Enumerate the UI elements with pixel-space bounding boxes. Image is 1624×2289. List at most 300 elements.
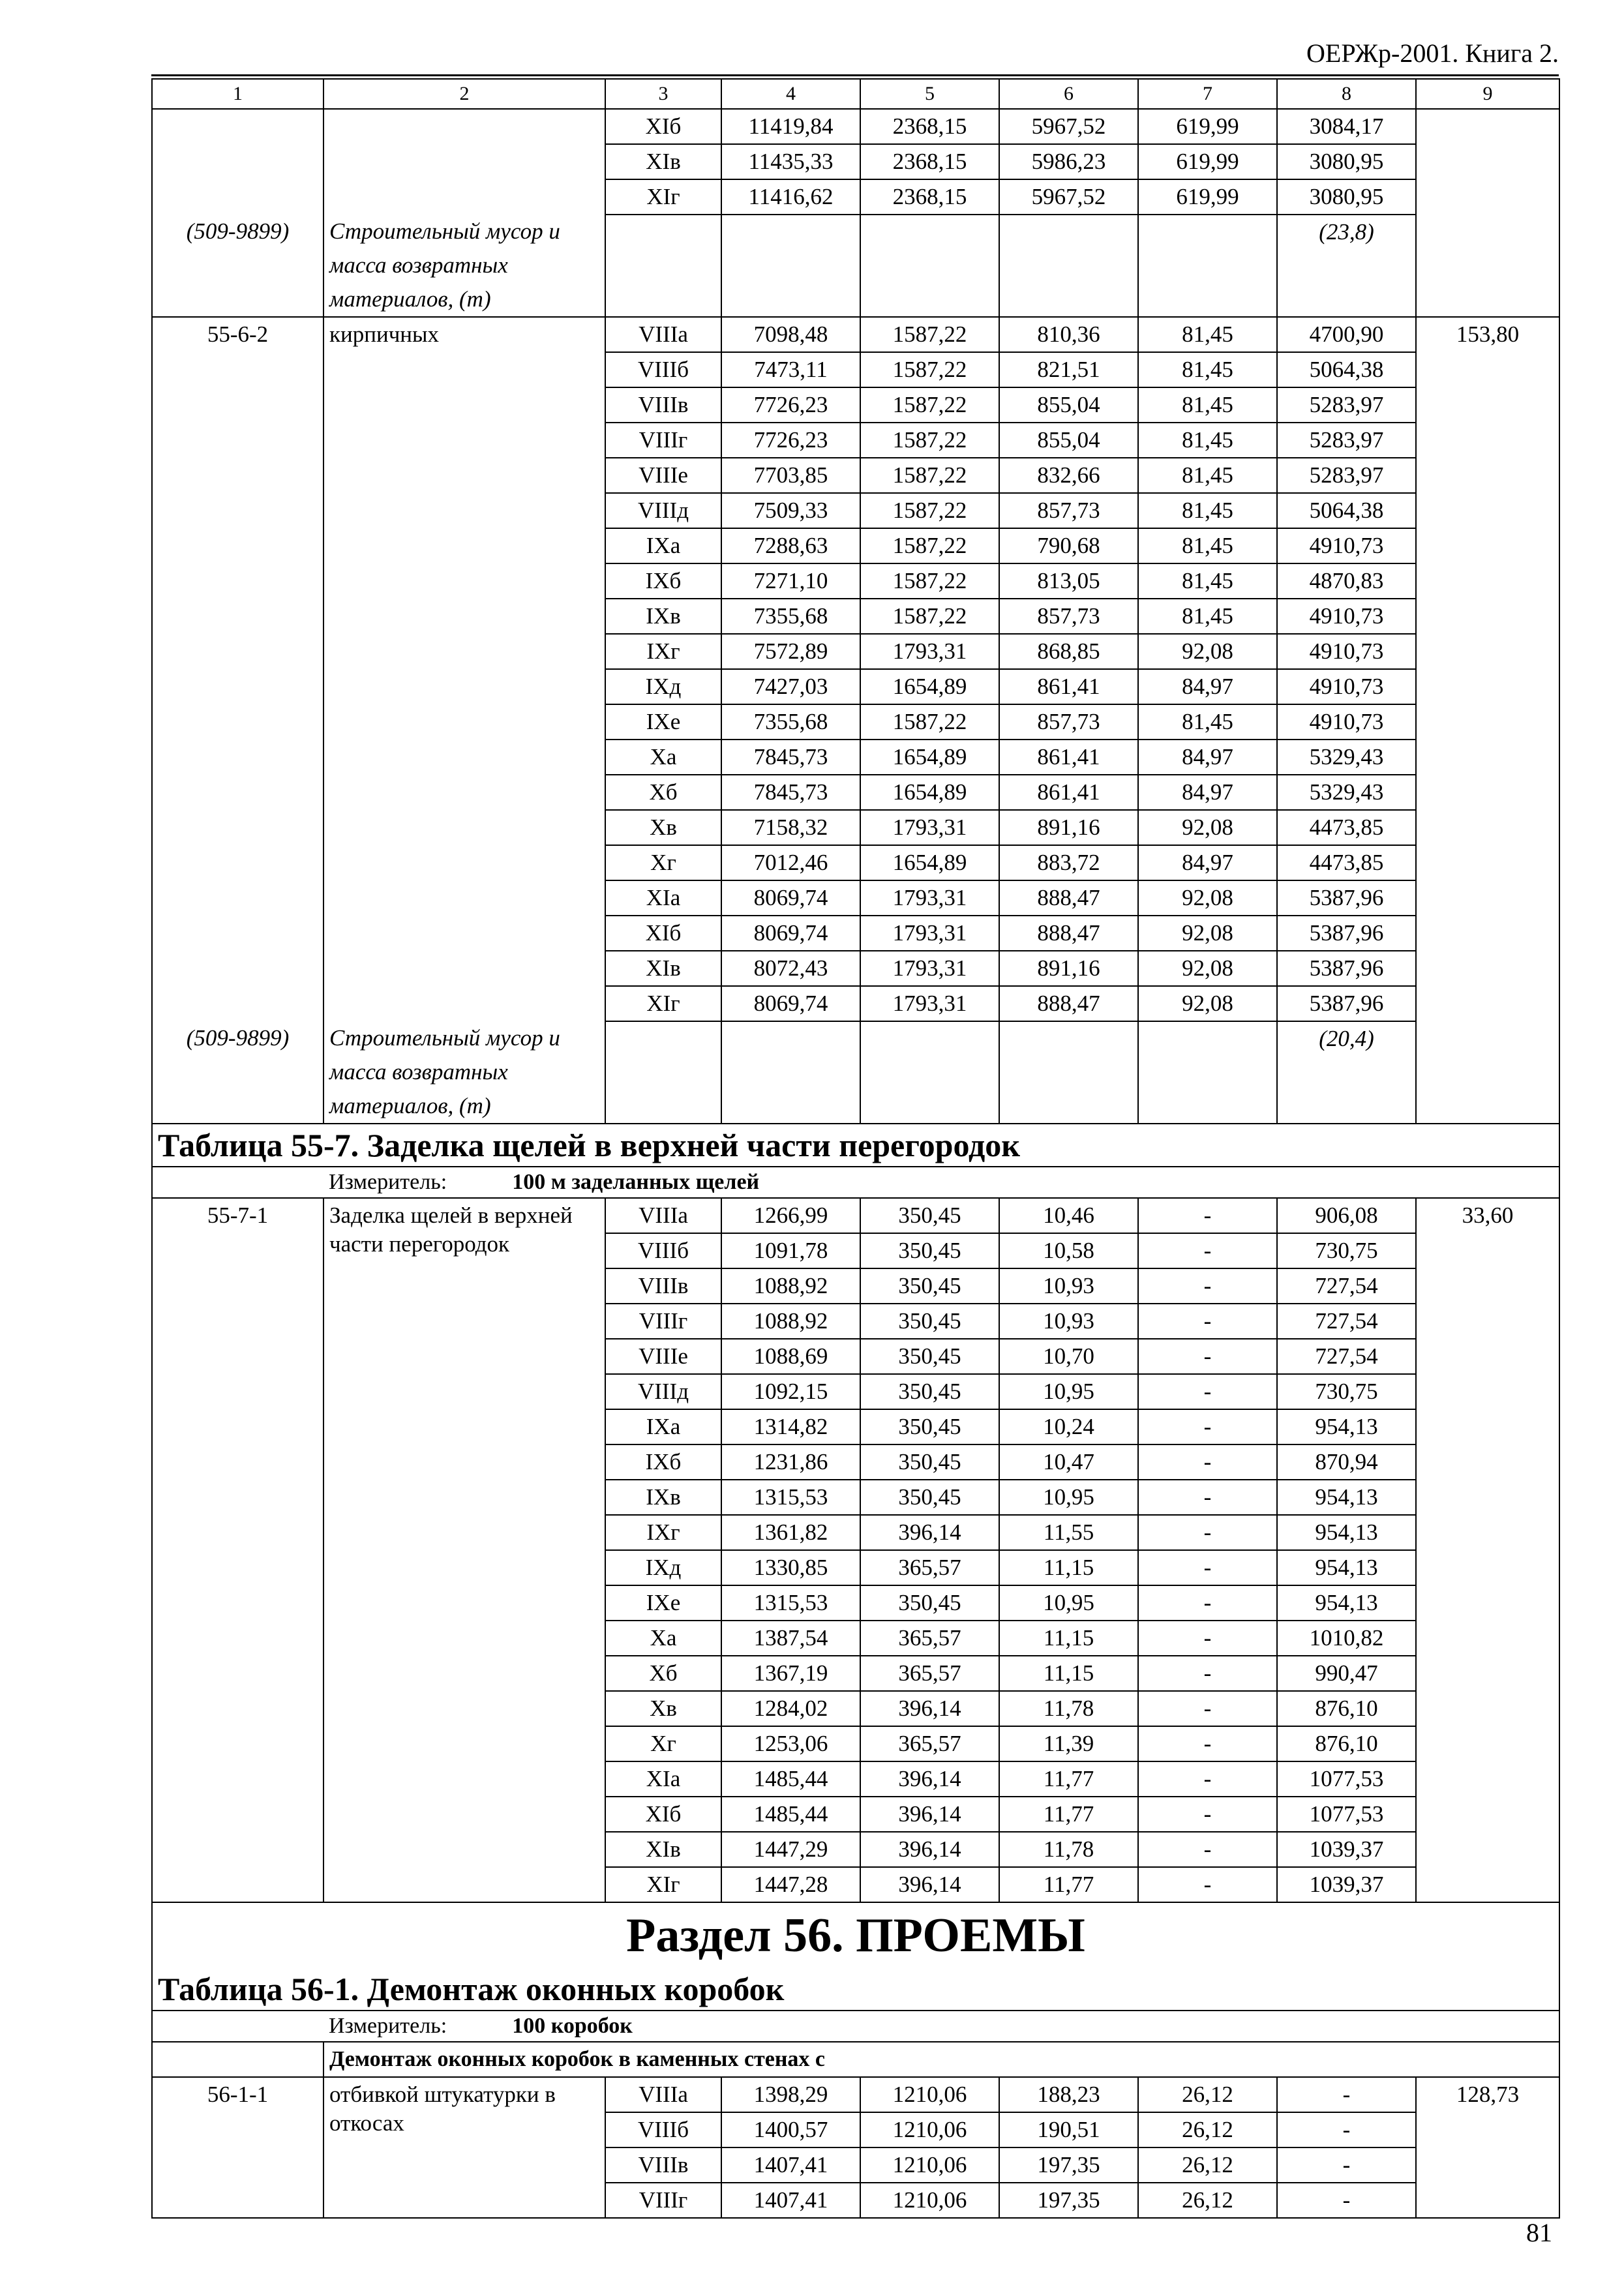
value-cell: 1039,37 xyxy=(1277,1867,1416,1902)
value-cell: Xв xyxy=(605,1691,721,1726)
name-cell: отбивкой штукатурки в откосах xyxy=(323,2077,605,2218)
value-cell: VIIIа xyxy=(605,1198,721,1233)
value-cell: IXг xyxy=(605,1515,721,1550)
value-cell: 1587,22 xyxy=(860,704,999,740)
value-cell: 11435,33 xyxy=(721,144,860,179)
col9-cell: 33,60 xyxy=(1416,1198,1559,1902)
value-cell: 11416,62 xyxy=(721,179,860,215)
value-cell: VIIIг xyxy=(605,2183,721,2218)
value-cell: 727,54 xyxy=(1277,1304,1416,1339)
value-cell: 84,97 xyxy=(1138,845,1277,880)
value-cell: 1587,22 xyxy=(860,493,999,528)
value-cell: 26,12 xyxy=(1138,2077,1277,2112)
value-cell: 1398,29 xyxy=(721,2077,860,2112)
value-cell: 810,36 xyxy=(999,317,1138,352)
value-cell: 81,45 xyxy=(1138,704,1277,740)
value-cell: 7703,85 xyxy=(721,458,860,493)
name-cell: Заделка щелей в верхней части перегородок xyxy=(323,1198,605,1902)
value-cell: 7098,48 xyxy=(721,317,860,352)
value-cell: 4870,83 xyxy=(1277,563,1416,599)
value-cell: 1587,22 xyxy=(860,352,999,387)
value-cell: - xyxy=(1277,2112,1416,2147)
value-cell: 81,45 xyxy=(1138,563,1277,599)
value-cell: 5064,38 xyxy=(1277,493,1416,528)
value-cell: 7288,63 xyxy=(721,528,860,563)
name-cell: кирпичных xyxy=(323,317,605,1021)
value-cell: 350,45 xyxy=(860,1374,999,1409)
value-cell: 197,35 xyxy=(999,2147,1138,2183)
value-cell: 7726,23 xyxy=(721,387,860,423)
value-cell: 365,57 xyxy=(860,1550,999,1585)
value-cell: 1039,37 xyxy=(1277,1832,1416,1867)
value-cell: 1587,22 xyxy=(860,563,999,599)
value-cell: 11,77 xyxy=(999,1797,1138,1832)
col9-cell xyxy=(1416,109,1559,317)
value-cell: IXд xyxy=(605,1550,721,1585)
debris-code: (509-9899) xyxy=(152,215,323,317)
value-cell: 1407,41 xyxy=(721,2183,860,2218)
value-cell: 1091,78 xyxy=(721,1233,860,1268)
value-cell: 883,72 xyxy=(999,845,1138,880)
col9-cell: 128,73 xyxy=(1416,2077,1559,2218)
value-cell: 10,93 xyxy=(999,1268,1138,1304)
debris-row xyxy=(152,215,1559,317)
value-cell: 11,39 xyxy=(999,1726,1138,1761)
value-cell: 11,78 xyxy=(999,1691,1138,1726)
debris-value: (20,4) xyxy=(1277,1021,1416,1124)
value-cell: - xyxy=(1277,2077,1416,2112)
value-cell: 5986,23 xyxy=(999,144,1138,179)
value-cell: 3080,95 xyxy=(1277,144,1416,179)
value-cell: 861,41 xyxy=(999,775,1138,810)
value-cell: 954,13 xyxy=(1277,1480,1416,1515)
value-cell: - xyxy=(1138,1550,1277,1585)
debris-row xyxy=(152,1021,1559,1124)
value-cell: 81,45 xyxy=(1138,387,1277,423)
value-cell: 92,08 xyxy=(1138,810,1277,845)
value-cell: 906,08 xyxy=(1277,1198,1416,1233)
value-cell: VIIIг xyxy=(605,423,721,458)
value-cell: - xyxy=(1138,1832,1277,1867)
table-caption-row xyxy=(152,1124,1559,1167)
value-cell: 81,45 xyxy=(1138,493,1277,528)
value-cell: 5967,52 xyxy=(999,179,1138,215)
value-cell: 1088,69 xyxy=(721,1339,860,1374)
value-cell: 5283,97 xyxy=(1277,423,1416,458)
value-cell: Xа xyxy=(605,1621,721,1656)
empty-cell xyxy=(999,215,1138,317)
value-cell: 4473,85 xyxy=(1277,845,1416,880)
value-cell: 1485,44 xyxy=(721,1761,860,1797)
value-cell: 2368,15 xyxy=(860,144,999,179)
value-cell: 619,99 xyxy=(1138,179,1277,215)
value-cell: - xyxy=(1138,1198,1277,1233)
value-cell: 954,13 xyxy=(1277,1550,1416,1585)
value-cell: - xyxy=(1138,1867,1277,1902)
value-cell: 396,14 xyxy=(860,1691,999,1726)
value-cell: - xyxy=(1138,1621,1277,1656)
measure-value: 100 коробок xyxy=(512,2014,633,2038)
value-cell: - xyxy=(1138,1374,1277,1409)
value-cell: 1361,82 xyxy=(721,1515,860,1550)
value-cell: VIIIе xyxy=(605,458,721,493)
value-cell: 954,13 xyxy=(1277,1585,1416,1621)
value-cell: 11,15 xyxy=(999,1656,1138,1691)
value-cell: - xyxy=(1138,1726,1277,1761)
value-cell: 730,75 xyxy=(1277,1374,1416,1409)
value-cell: 1210,06 xyxy=(860,2077,999,2112)
value-cell: IXе xyxy=(605,704,721,740)
empty-cell xyxy=(152,2042,323,2077)
value-cell: - xyxy=(1138,1656,1277,1691)
value-cell: 81,45 xyxy=(1138,528,1277,563)
price-table xyxy=(151,78,1560,2219)
value-cell: 81,45 xyxy=(1138,458,1277,493)
value-cell: 5387,96 xyxy=(1277,880,1416,916)
value-cell: 7509,33 xyxy=(721,493,860,528)
value-cell: 1210,06 xyxy=(860,2183,999,2218)
value-cell: 1587,22 xyxy=(860,528,999,563)
value-cell: VIIIв xyxy=(605,2147,721,2183)
value-cell: 190,51 xyxy=(999,2112,1138,2147)
value-cell: 4700,90 xyxy=(1277,317,1416,352)
value-cell: 4910,73 xyxy=(1277,634,1416,669)
value-cell: 26,12 xyxy=(1138,2183,1277,2218)
value-cell: 1330,85 xyxy=(721,1550,860,1585)
table-title: Таблица 55-7. Заделка щелей в верхней части перегородок xyxy=(152,1124,1559,1167)
value-cell: 4473,85 xyxy=(1277,810,1416,845)
empty-cell xyxy=(860,215,999,317)
value-cell: 1654,89 xyxy=(860,740,999,775)
code-cell: 55-7-1 xyxy=(152,1198,323,1902)
group-title: Демонтаж оконных коробок в каменных стенах с xyxy=(323,2042,1559,2077)
page-number: 81 xyxy=(1526,2218,1552,2247)
value-cell: 8069,74 xyxy=(721,986,860,1021)
value-cell: 821,51 xyxy=(999,352,1138,387)
value-cell: 396,14 xyxy=(860,1515,999,1550)
value-cell: 1315,53 xyxy=(721,1585,860,1621)
debris-name: Строительный мусор и масса возвратных материалов, (т) xyxy=(323,1021,605,1124)
value-cell: 5283,97 xyxy=(1277,387,1416,423)
value-cell: 350,45 xyxy=(860,1480,999,1515)
section-title: Раздел 56. ПРОЕМЫ xyxy=(152,1902,1559,1968)
value-cell: 396,14 xyxy=(860,1797,999,1832)
value-cell: IXб xyxy=(605,563,721,599)
value-cell: 197,35 xyxy=(999,2183,1138,2218)
value-cell: - xyxy=(1277,2147,1416,2183)
table-row xyxy=(152,2077,1559,2112)
value-cell: 1654,89 xyxy=(860,845,999,880)
value-cell: 1284,02 xyxy=(721,1691,860,1726)
value-cell: 5329,43 xyxy=(1277,775,1416,810)
value-cell: 4910,73 xyxy=(1277,599,1416,634)
value-cell: - xyxy=(1138,1585,1277,1621)
table-row xyxy=(152,1198,1559,1233)
value-cell: IXа xyxy=(605,528,721,563)
value-cell: - xyxy=(1138,1444,1277,1480)
value-cell: 8069,74 xyxy=(721,916,860,951)
value-cell: XIг xyxy=(605,986,721,1021)
value-cell: 1210,06 xyxy=(860,2112,999,2147)
value-cell: 876,10 xyxy=(1277,1726,1416,1761)
value-cell: 1407,41 xyxy=(721,2147,860,2183)
value-cell: XIг xyxy=(605,179,721,215)
value-cell: 1387,54 xyxy=(721,1621,860,1656)
value-cell: - xyxy=(1138,1797,1277,1832)
section-title-row xyxy=(152,1902,1559,1968)
value-cell: 350,45 xyxy=(860,1409,999,1444)
value-cell: 990,47 xyxy=(1277,1656,1416,1691)
value-cell: 855,04 xyxy=(999,423,1138,458)
value-cell: XIв xyxy=(605,951,721,986)
value-cell: IXд xyxy=(605,669,721,704)
value-cell: 10,95 xyxy=(999,1480,1138,1515)
value-cell: 1587,22 xyxy=(860,317,999,352)
value-cell: 868,85 xyxy=(999,634,1138,669)
group-title-row xyxy=(152,2042,1559,2077)
measure-row xyxy=(152,1167,1559,1198)
value-cell: 727,54 xyxy=(1277,1339,1416,1374)
value-cell: 7845,73 xyxy=(721,740,860,775)
value-cell: IXв xyxy=(605,599,721,634)
value-cell: 4910,73 xyxy=(1277,669,1416,704)
value-cell: VIIIв xyxy=(605,387,721,423)
empty-cell xyxy=(605,1021,721,1124)
value-cell: 7355,68 xyxy=(721,599,860,634)
value-cell: 350,45 xyxy=(860,1444,999,1480)
measure-value: 100 м заделанных щелей xyxy=(512,1170,760,1194)
value-cell: 857,73 xyxy=(999,493,1138,528)
value-cell: 10,58 xyxy=(999,1233,1138,1268)
column-number-row xyxy=(152,79,1559,109)
value-cell: 5064,38 xyxy=(1277,352,1416,387)
table-title: Таблица 56-1. Демонтаж оконных коробок xyxy=(152,1968,1559,2011)
value-cell: 92,08 xyxy=(1138,986,1277,1021)
value-cell: - xyxy=(1138,1339,1277,1374)
col9-cell: 153,80 xyxy=(1416,317,1559,1124)
value-cell: 7726,23 xyxy=(721,423,860,458)
value-cell: 891,16 xyxy=(999,810,1138,845)
value-cell: 1315,53 xyxy=(721,1480,860,1515)
value-cell: VIIIб xyxy=(605,2112,721,2147)
value-cell: 5329,43 xyxy=(1277,740,1416,775)
value-cell: 790,68 xyxy=(999,528,1138,563)
value-cell: 888,47 xyxy=(999,916,1138,951)
value-cell: Xв xyxy=(605,810,721,845)
value-cell: 81,45 xyxy=(1138,352,1277,387)
value-cell: 888,47 xyxy=(999,986,1138,1021)
value-cell: 1654,89 xyxy=(860,669,999,704)
value-cell: Xб xyxy=(605,775,721,810)
value-cell: 7158,32 xyxy=(721,810,860,845)
value-cell: 1654,89 xyxy=(860,775,999,810)
value-cell: XIа xyxy=(605,880,721,916)
value-cell: 365,57 xyxy=(860,1656,999,1691)
value-cell: 1587,22 xyxy=(860,599,999,634)
value-cell: 1400,57 xyxy=(721,2112,860,2147)
value-cell: 350,45 xyxy=(860,1585,999,1621)
value-cell: XIб xyxy=(605,109,721,144)
value-cell: 11,78 xyxy=(999,1832,1138,1867)
code-cell xyxy=(152,109,323,215)
value-cell: 396,14 xyxy=(860,1867,999,1902)
value-cell: 857,73 xyxy=(999,704,1138,740)
value-cell: 84,97 xyxy=(1138,775,1277,810)
value-cell: 11,15 xyxy=(999,1621,1138,1656)
value-cell: - xyxy=(1138,1480,1277,1515)
value-cell: 1447,29 xyxy=(721,1832,860,1867)
value-cell: 350,45 xyxy=(860,1233,999,1268)
column-number: 9 xyxy=(1416,79,1559,109)
value-cell: 1793,31 xyxy=(860,951,999,986)
value-cell: VIIIд xyxy=(605,1374,721,1409)
value-cell: 1587,22 xyxy=(860,387,999,423)
value-cell: 10,70 xyxy=(999,1339,1138,1374)
value-cell: 2368,15 xyxy=(860,179,999,215)
value-cell: 861,41 xyxy=(999,740,1138,775)
value-cell: - xyxy=(1138,1515,1277,1550)
value-cell: 5283,97 xyxy=(1277,458,1416,493)
value-cell: 84,97 xyxy=(1138,740,1277,775)
value-cell: 3084,17 xyxy=(1277,109,1416,144)
value-cell: XIв xyxy=(605,1832,721,1867)
value-cell: 1266,99 xyxy=(721,1198,860,1233)
value-cell: 1793,31 xyxy=(860,986,999,1021)
value-cell: 10,46 xyxy=(999,1198,1138,1233)
column-number: 6 xyxy=(999,79,1138,109)
empty-cell xyxy=(605,215,721,317)
value-cell: 1253,06 xyxy=(721,1726,860,1761)
value-cell: 1447,28 xyxy=(721,1867,860,1902)
value-cell: 1587,22 xyxy=(860,423,999,458)
measure-cell xyxy=(152,2011,1559,2042)
value-cell: XIв xyxy=(605,144,721,179)
code-cell: 55-6-2 xyxy=(152,317,323,1021)
value-cell: - xyxy=(1138,1304,1277,1339)
value-cell: 1314,82 xyxy=(721,1409,860,1444)
value-cell: VIIIе xyxy=(605,1339,721,1374)
column-number: 7 xyxy=(1138,79,1277,109)
value-cell: 365,57 xyxy=(860,1726,999,1761)
value-cell: 1231,86 xyxy=(721,1444,860,1480)
value-cell: 11,77 xyxy=(999,1867,1138,1902)
empty-cell xyxy=(1138,215,1277,317)
value-cell: VIIIб xyxy=(605,1233,721,1268)
value-cell: Xг xyxy=(605,845,721,880)
value-cell: XIб xyxy=(605,1797,721,1832)
value-cell: 870,94 xyxy=(1277,1444,1416,1480)
value-cell: 1793,31 xyxy=(860,916,999,951)
empty-cell xyxy=(1138,1021,1277,1124)
value-cell: 11419,84 xyxy=(721,109,860,144)
value-cell: 396,14 xyxy=(860,1761,999,1797)
value-cell: IXг xyxy=(605,634,721,669)
value-cell: VIIIа xyxy=(605,2077,721,2112)
value-cell: Xа xyxy=(605,740,721,775)
value-cell: VIIIд xyxy=(605,493,721,528)
value-cell: 81,45 xyxy=(1138,599,1277,634)
value-cell: 5387,96 xyxy=(1277,951,1416,986)
value-cell: 861,41 xyxy=(999,669,1138,704)
value-cell: VIIIв xyxy=(605,1268,721,1304)
value-cell: IXб xyxy=(605,1444,721,1480)
column-number: 2 xyxy=(323,79,605,109)
value-cell: 1367,19 xyxy=(721,1656,860,1691)
value-cell: 10,95 xyxy=(999,1585,1138,1621)
value-cell: 954,13 xyxy=(1277,1515,1416,1550)
value-cell: 1077,53 xyxy=(1277,1797,1416,1832)
value-cell: 26,12 xyxy=(1138,2112,1277,2147)
value-cell: - xyxy=(1138,1409,1277,1444)
value-cell: 730,75 xyxy=(1277,1233,1416,1268)
value-cell: 1793,31 xyxy=(860,634,999,669)
value-cell: 619,99 xyxy=(1138,109,1277,144)
value-cell: 26,12 xyxy=(1138,2147,1277,2183)
value-cell: 92,08 xyxy=(1138,916,1277,951)
value-cell: 10,24 xyxy=(999,1409,1138,1444)
value-cell: - xyxy=(1138,1233,1277,1268)
value-cell: IXв xyxy=(605,1480,721,1515)
value-cell: 350,45 xyxy=(860,1339,999,1374)
table-row xyxy=(152,109,1559,144)
value-cell: 7355,68 xyxy=(721,704,860,740)
value-cell: 92,08 xyxy=(1138,634,1277,669)
value-cell: - xyxy=(1277,2183,1416,2218)
value-cell: XIа xyxy=(605,1761,721,1797)
column-number: 5 xyxy=(860,79,999,109)
value-cell: 8069,74 xyxy=(721,880,860,916)
value-cell: 855,04 xyxy=(999,387,1138,423)
value-cell: 7473,11 xyxy=(721,352,860,387)
value-cell: 5387,96 xyxy=(1277,916,1416,951)
value-cell: 4910,73 xyxy=(1277,704,1416,740)
value-cell: 2368,15 xyxy=(860,109,999,144)
value-cell: 7271,10 xyxy=(721,563,860,599)
value-cell: VIIIа xyxy=(605,317,721,352)
measure-label: Измеритель: xyxy=(329,1170,447,1194)
value-cell: 1088,92 xyxy=(721,1304,860,1339)
value-cell: 1010,82 xyxy=(1277,1621,1416,1656)
value-cell: 92,08 xyxy=(1138,951,1277,986)
value-cell: 10,95 xyxy=(999,1374,1138,1409)
page-header: ОЕРЖр-2001. Книга 2. xyxy=(1306,38,1559,68)
value-cell: 8072,43 xyxy=(721,951,860,986)
value-cell: 619,99 xyxy=(1138,144,1277,179)
value-cell: 7572,89 xyxy=(721,634,860,669)
value-cell: 857,73 xyxy=(999,599,1138,634)
value-cell: 350,45 xyxy=(860,1304,999,1339)
value-cell: 81,45 xyxy=(1138,423,1277,458)
value-cell: 832,66 xyxy=(999,458,1138,493)
value-cell: - xyxy=(1138,1691,1277,1726)
value-cell: 888,47 xyxy=(999,880,1138,916)
value-cell: - xyxy=(1138,1268,1277,1304)
empty-cell xyxy=(721,215,860,317)
debris-code: (509-9899) xyxy=(152,1021,323,1124)
value-cell: 1793,31 xyxy=(860,880,999,916)
price-table-body xyxy=(152,79,1559,2218)
empty-cell xyxy=(721,1021,860,1124)
value-cell: 365,57 xyxy=(860,1621,999,1656)
measure-row xyxy=(152,2011,1559,2042)
value-cell: 396,14 xyxy=(860,1832,999,1867)
value-cell: - xyxy=(1138,1761,1277,1797)
code-cell: 56-1-1 xyxy=(152,2077,323,2218)
value-cell: 7427,03 xyxy=(721,669,860,704)
table-row xyxy=(152,317,1559,352)
value-cell: 1210,06 xyxy=(860,2147,999,2183)
value-cell: Xб xyxy=(605,1656,721,1691)
